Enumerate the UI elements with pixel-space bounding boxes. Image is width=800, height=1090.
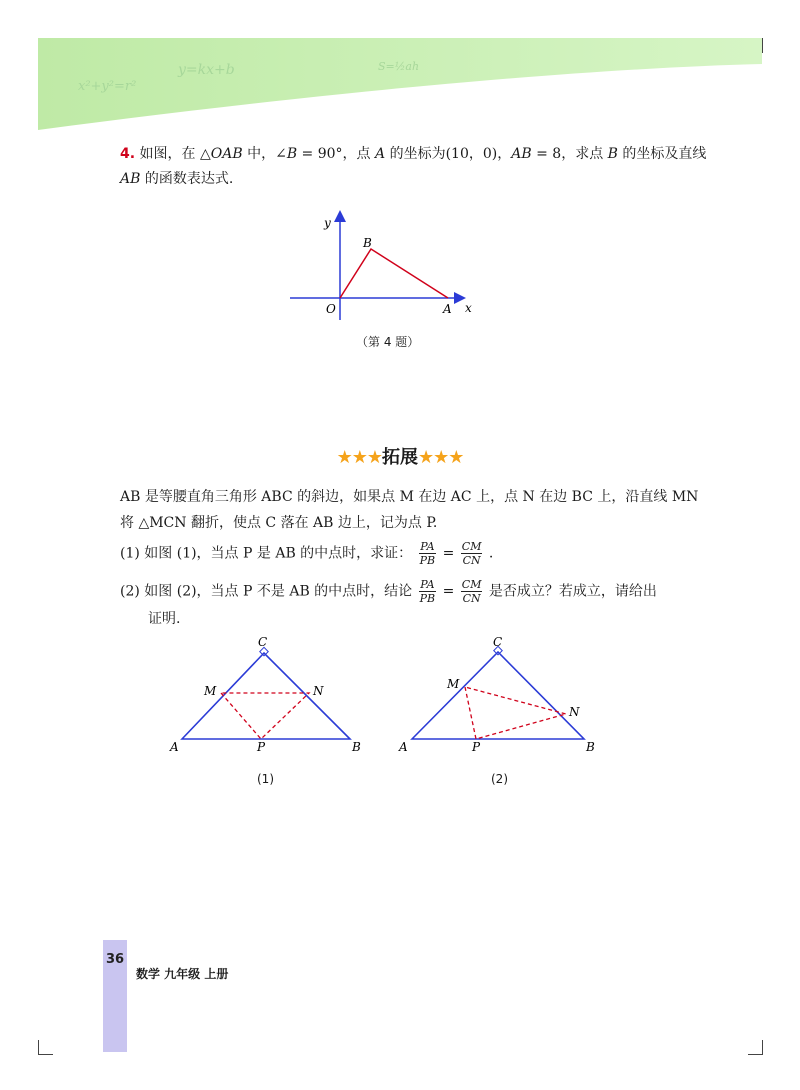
extension-part-2: [120, 578, 657, 605]
label-n-2: N: [569, 705, 580, 719]
extension-paragraph-2: 将 △MCN 翻折，使点 C 落在 AB 边上，记为点 P.: [120, 515, 438, 531]
q4-text: 中，∠: [242, 146, 287, 162]
figure-1: [168, 632, 368, 757]
header-scribble-2: y=kx+b: [178, 62, 235, 78]
question-4-figure: [285, 205, 485, 325]
equals-sign: =: [442, 545, 455, 562]
label-a-2: A: [399, 740, 408, 754]
point-a-label: A: [443, 302, 452, 316]
fraction-numerator: PA: [420, 540, 435, 553]
extension-part-2-cont: 证明.: [148, 611, 181, 627]
fraction-denominator: PB: [419, 554, 436, 567]
label-c-2: C: [493, 635, 503, 649]
part-1-text: (1) 如图 (1)，当点 P 是 AB 的中点时，求证：: [120, 545, 413, 562]
fraction-pa-pb: [419, 578, 437, 605]
figure-2: [396, 632, 606, 757]
fold-lines-2: [465, 687, 566, 739]
q4-text: OAB: [210, 146, 243, 162]
q4-text: 如图，在 △: [135, 146, 211, 162]
label-a-1: A: [170, 740, 179, 754]
q4-text: A: [375, 146, 386, 162]
label-b-2: B: [586, 740, 595, 754]
figure-2-caption: (2): [491, 772, 508, 786]
fraction-cm-cn: [461, 540, 483, 567]
equals-sign: =: [442, 583, 455, 600]
fraction-cm-cn: [461, 578, 483, 605]
question-4-line-2: [120, 168, 233, 190]
q4-text: AB: [120, 171, 141, 187]
fraction-denominator: PB: [419, 592, 436, 605]
fraction-numerator: CM: [461, 540, 482, 553]
label-p-1: P: [257, 740, 266, 754]
fold-lines-1: [221, 693, 309, 739]
book-title: 数学 九年级 上册: [136, 967, 229, 981]
q4-text: 的函数表达式.: [140, 171, 234, 187]
label-b-1: B: [352, 740, 361, 754]
point-o-label: O: [326, 302, 336, 316]
part-2-text: (2) 如图 (2)，当点 P 不是 AB 的中点时，结论: [120, 583, 413, 600]
q4-text: B: [607, 146, 618, 162]
fraction-pa-pb: [419, 540, 437, 567]
header-scribble-3: S=½ah: [378, 60, 420, 73]
crop-mark-bottom-right: [748, 1040, 763, 1055]
extension-part-1: [120, 540, 493, 567]
crop-mark-bottom-left: [38, 1040, 53, 1055]
q4-text: AB: [511, 146, 532, 162]
stars-left-icon: ★★★: [336, 447, 382, 468]
q4-text: B: [286, 146, 298, 162]
fraction-numerator: CM: [461, 578, 482, 591]
figure-4-caption: （第 4 题）: [356, 335, 420, 349]
section-title-text: 拓展: [382, 447, 418, 468]
x-axis-label: x: [465, 301, 472, 315]
page-number: 36: [105, 952, 125, 967]
question-number: 4.: [120, 146, 136, 162]
y-axis-label: y: [324, 216, 331, 230]
header-decoration: [38, 38, 762, 130]
stars-right-icon: ★★★: [418, 447, 464, 468]
label-m-2: M: [447, 677, 460, 691]
fraction-numerator: PA: [420, 578, 435, 591]
label-c-1: C: [258, 635, 268, 649]
period: .: [488, 545, 494, 562]
label-p-2: P: [472, 740, 481, 754]
figure-1-caption: (1): [257, 772, 274, 786]
q4-text: 的坐标为(10，0)，: [385, 146, 512, 162]
label-m-1: M: [204, 684, 217, 698]
part-2-tail: 是否成立？若成立，请给出: [488, 583, 657, 600]
fraction-denominator: CN: [462, 592, 481, 605]
section-title: [0, 443, 800, 469]
extension-paragraph-1: AB 是等腰直角三角形 ABC 的斜边，如果点 M 在边 AC 上，点 N 在边 BC 上，沿直线 MN: [120, 489, 699, 505]
triangle-oab: [340, 249, 448, 298]
question-4-line-1: [120, 143, 706, 165]
fraction-denominator: CN: [462, 554, 481, 567]
header-scribble-1: x²+y²=r²: [78, 79, 137, 94]
label-n-1: N: [313, 684, 324, 698]
point-b-label: B: [363, 236, 372, 250]
q4-text: 的坐标及直线: [617, 146, 707, 162]
q4-text: = 90°，点: [297, 146, 376, 162]
q4-text: = 8，求点: [531, 146, 608, 162]
